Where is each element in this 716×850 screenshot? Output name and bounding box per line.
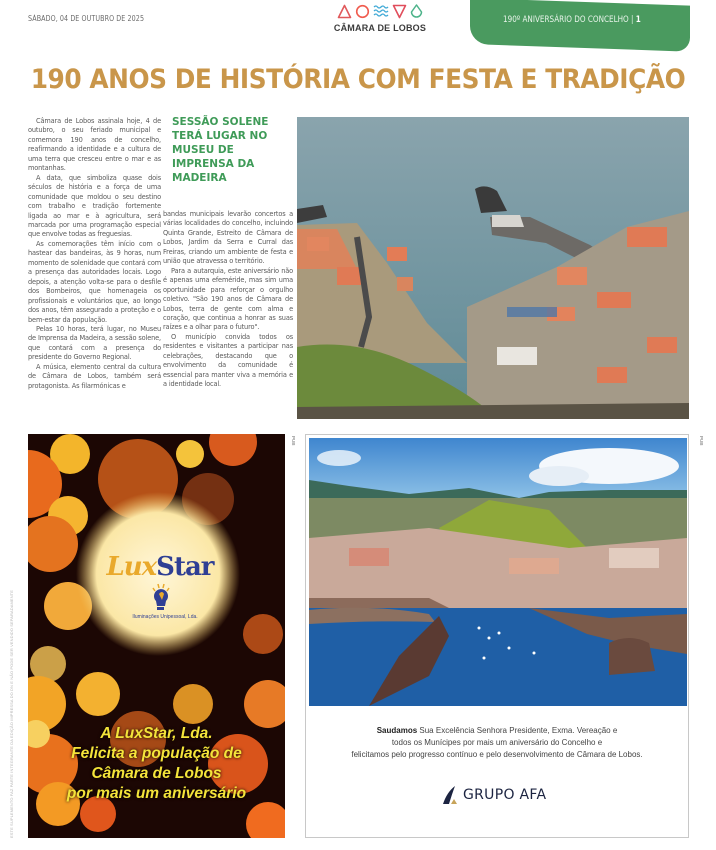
pub-tag-left: PUB: [291, 436, 296, 446]
grupo-afa-message: [306, 725, 688, 761]
paragraph: Pelas 10 horas, terá lugar, no Museu de Imprensa da Madeira, a sessão solene, que contará com a presença do presidente do Governo Regional.: [28, 324, 161, 362]
article-column-2: [163, 210, 293, 390]
supplement-side-note: ESTE SUPLEMENTO FAZ PARTE INTEGRANTE DA EDIÇÃO IMPRESSA DO DN E NÃO PODE SER VENDIDO SEPARADAMENTE: [9, 590, 14, 838]
page-number: 1: [635, 15, 641, 25]
ad-photo-coast: [309, 438, 687, 706]
circle-icon: [355, 4, 370, 19]
paragraph: bandas municipais levarão concertos a várias localidades do concelho, incluindo Quinta Grande, Estreito de Câmara de Lobos, Jardim da Serra e Curral das Freiras, criando um ambiente de festa e união que atravessa o território.: [163, 210, 293, 266]
luxstar-advertisement: [28, 434, 285, 838]
drop-icon: [410, 4, 423, 19]
grupo-afa-mark-icon: [441, 785, 459, 805]
coast-aerial-illustration: [309, 438, 687, 706]
section-title: 190º ANIVERSÁRIO DO CONCELHO: [503, 15, 629, 25]
grupo-afa-logo: [441, 785, 546, 805]
luxstar-tagline: Iluminações Unipessoal, Lda.: [132, 614, 198, 620]
article-subhead: SESSÃO SOLENE TERÁ LUGAR NO MUSEU DE IMPRENSA DA MADEIRA: [172, 116, 269, 184]
message-bold: Saudamos: [376, 726, 418, 735]
logo-shapes: [330, 4, 430, 20]
message-line: Câmara de Lobos: [91, 765, 222, 782]
luxstar-message: [28, 724, 285, 804]
lightbulb-icon: [147, 582, 173, 612]
triangle-icon: [337, 4, 352, 19]
luxstar-brand: [90, 552, 230, 616]
inverted-triangle-icon: [392, 4, 407, 19]
brand-part1: Lux: [106, 552, 157, 582]
issue-date: SÁBADO, 04 DE OUTUBRO DE 2025: [28, 14, 145, 23]
section-separator: |: [631, 15, 634, 25]
camara-de-lobos-logo: [330, 4, 430, 40]
bay-aerial-illustration: [297, 117, 689, 419]
message-line: [306, 725, 688, 737]
waves-icon: [373, 4, 389, 19]
paragraph: As comemorações têm início com o hastear das bandeiras, às 9 horas, num momento de solenidade que contará com a presença das autoridades locais. Logo depois, a atenção volta-se para o desfile dos Bombeiros, que homenageia os profissionais e voluntários que, ao longo dos anos, têm assegurado a proteção e o bem-estar da população.: [28, 239, 161, 324]
pub-tag-right: PUB: [699, 436, 704, 446]
message-line: Felicita a população de: [71, 745, 242, 762]
paragraph: A data, que simboliza quase dois séculos de história e a força de uma comunidade que moldou o seu destino com trabalho e tradição fortemente ligada ao mar e à agricultura, será marcada por uma programação especial que envolve todas as freguesias.: [28, 173, 161, 239]
message-text: Sua Excelência Senhora Presidente, Exma. Vereação e: [417, 726, 618, 735]
paragraph: Para a autarquia, este aniversário não é apenas uma efeméride, mas sim uma oportunidade para reforçar o orgulho coletivo. "São 190 anos de Câmara de Lobos, terra de gente com alma e coração, que continua a honrar as suas raízes e a olhar para o futuro".: [163, 266, 293, 332]
message-line: A LuxStar, Lda.: [100, 725, 213, 742]
section-banner: [470, 0, 690, 52]
logo-name: CÂMARA DE LOBOS: [333, 23, 427, 33]
grupo-afa-advertisement: [305, 434, 689, 838]
message-line: todos os Munícipes por mais um aniversário do Concelho e: [391, 738, 603, 747]
luxstar-logo: [90, 552, 230, 620]
paragraph: Câmara de Lobos assinala hoje, 4 de outubro, o seu feriado municipal e comemora 190 anos de concelho, reafirmando a identidade e a cultura de uma terra que cresceu entre o mar e as montanhas.: [28, 117, 161, 173]
section-banner-text: [503, 15, 641, 25]
message-line: por mais um aniversário: [66, 785, 247, 802]
message-line: felicitamos pelo progresso contínuo e pelo desenvolvimento de Câmara de Lobos.: [351, 750, 643, 759]
grupo-afa-name: GRUPO AFA: [463, 787, 547, 803]
article-headline: 190 ANOS DE HISTÓRIA COM FESTA E TRADIÇÃO: [30, 64, 686, 95]
paragraph: A música, elemento central da cultura de Câmara de Lobos, também será protagonista. As filarmónicas e: [28, 362, 161, 390]
brand-part2: Star: [156, 552, 214, 582]
article-column-1: [28, 117, 161, 391]
article-photo-bay: [297, 117, 689, 419]
paragraph: O município convida todos os residentes e visitantes a participar nas celebrações, destacando que o envolvimento da comunidade é essencial para manter viva a memória e a identidade local.: [163, 332, 293, 389]
